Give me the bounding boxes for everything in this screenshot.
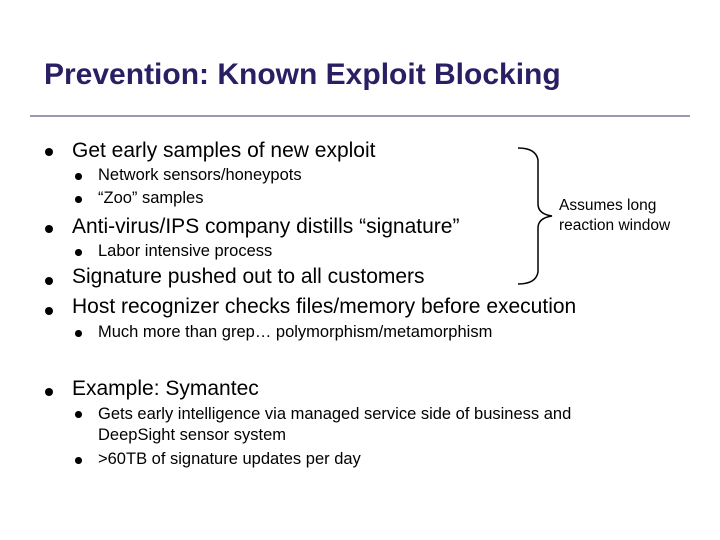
bullet-signature-pushed: Signature pushed out to all customers xyxy=(72,265,425,288)
bullet-dot xyxy=(45,277,53,285)
bullet-dot xyxy=(45,388,53,396)
sub-bullet-dot xyxy=(75,249,82,256)
bullet-example-symantec: Example: Symantec xyxy=(72,377,259,400)
bullet-dot xyxy=(45,148,53,156)
sub-bullet-early-intelligence-line1: Gets early intelligence via managed service side of business and xyxy=(98,405,572,423)
note-line-1: Assumes long xyxy=(559,197,657,214)
sub-bullet-network-sensors: Network sensors/honeypots xyxy=(98,166,302,184)
bullet-host-recognizer: Host recognizer checks files/memory before execution xyxy=(72,295,577,318)
sub-bullet-dot xyxy=(75,196,82,203)
sub-bullet-dot xyxy=(75,411,82,418)
note-line-2: reaction window xyxy=(559,217,671,234)
sub-bullet-labor-intensive: Labor intensive process xyxy=(98,242,273,260)
right-brace-icon xyxy=(516,146,558,286)
title-divider xyxy=(30,115,690,117)
bullet-get-samples: Get early samples of new exploit xyxy=(72,139,376,162)
reaction-window-note xyxy=(559,196,670,236)
bullet-antivirus-signature: Anti-virus/IPS company distills “signature” xyxy=(72,215,460,238)
sub-bullet-grep-polymorphism: Much more than grep… polymorphism/metamorphism xyxy=(98,323,493,341)
sub-bullet-dot xyxy=(75,330,82,337)
slide-title: Prevention: Known Exploit Blocking xyxy=(44,58,561,91)
sub-bullet-zoo-samples: “Zoo” samples xyxy=(98,189,204,207)
sub-bullet-dot xyxy=(75,457,82,464)
sub-bullet-60tb-updates: >60TB of signature updates per day xyxy=(98,450,361,468)
sub-bullet-early-intelligence-line2: DeepSight sensor system xyxy=(98,426,287,444)
sub-bullet-dot xyxy=(75,173,82,180)
bullet-dot xyxy=(45,225,53,233)
bullet-dot xyxy=(45,307,53,315)
